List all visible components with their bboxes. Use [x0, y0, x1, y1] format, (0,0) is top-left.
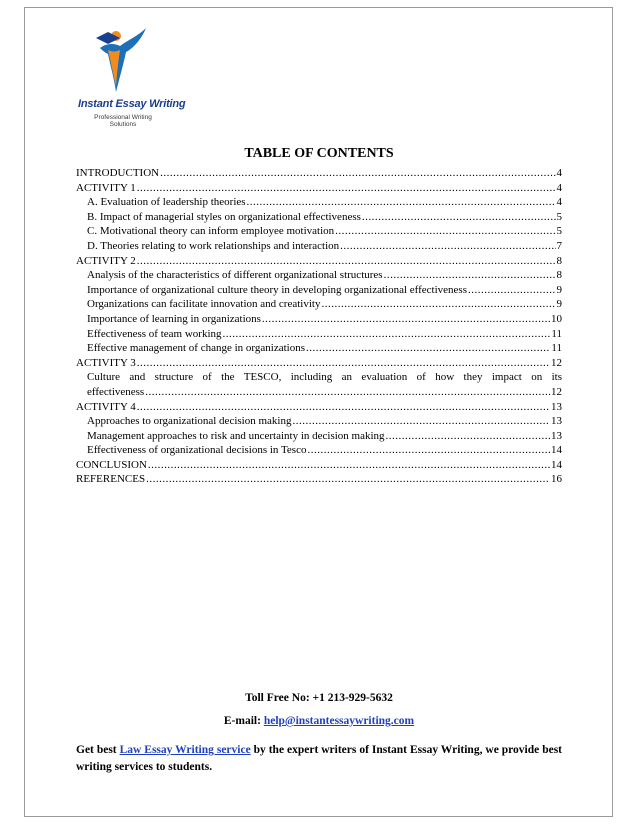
toc-entry-page: 16 [551, 473, 562, 486]
toc-entry-label: Approaches to organizational decision making [87, 415, 292, 428]
toc-entry-page: 14 [551, 458, 562, 471]
toc-leader [137, 400, 550, 415]
promo-text [76, 742, 562, 776]
toc-entry-label: ACTIVITY 3 [76, 356, 136, 369]
toc-entry-page: 8 [556, 254, 562, 267]
table-of-contents [76, 166, 562, 487]
toc-entry-label: Effectiveness of team working [87, 327, 222, 340]
logo-subtitle-line1: Professional Writing [94, 114, 152, 121]
toc-entry-label: INTRODUCTION [76, 167, 160, 179]
toc-entry[interactable] [76, 341, 562, 356]
toc-entry-label-line1: Culture and structure of the TESCO, including an evaluation of how they impact on its [87, 371, 562, 384]
toc-entry-page: 13 [551, 400, 562, 413]
footer-email-line [0, 715, 638, 727]
toc-leader [306, 341, 550, 356]
footer-email-prefix: E-mail: [223, 715, 264, 727]
toc-entry[interactable] [76, 195, 562, 210]
toc-entry[interactable] [76, 297, 562, 312]
toc-leader [146, 472, 550, 487]
toc-leader [468, 283, 556, 298]
toc-entry-page: 5 [556, 210, 562, 223]
toc-entry[interactable] [76, 254, 562, 269]
toc-entry-label: REFERENCES [76, 473, 146, 486]
toc-entry-label: Analysis of the characteristics of different organizational structures [87, 269, 383, 282]
toc-entry[interactable] [76, 327, 562, 342]
toc-entry-label: D. Theories relating to work relationships and interaction [87, 239, 340, 252]
toc-leader [340, 239, 555, 254]
toc-leader [292, 414, 550, 429]
promo-after: by the expert writers of Instant Essay Writing, we provide best writing services to students. [76, 744, 562, 773]
company-logo [78, 22, 186, 132]
toc-leader [384, 268, 556, 283]
logo-figure-icon [94, 22, 150, 98]
logo-title: Instant Essay Writing [78, 98, 186, 110]
toc-entry[interactable] [76, 400, 562, 415]
toc-entry-page: 5 [556, 225, 562, 238]
toc-entry-label: Importance of organizational culture theory in developing organizational effectiveness [87, 283, 467, 296]
toc-entry-page: 9 [556, 283, 562, 296]
toc-leader [148, 458, 550, 473]
logo-subtitle-line2: Solutions [109, 121, 137, 128]
promo-before: Get best [76, 744, 120, 756]
toc-leader [247, 195, 556, 210]
toc-entry-page: 8 [556, 269, 562, 282]
email-link[interactable]: help@instantessaywriting.com [263, 715, 415, 727]
toc-entry-multiline[interactable] [76, 370, 562, 399]
toc-entry-page: 9 [556, 298, 562, 311]
toc-entry-page: 11 [551, 342, 562, 355]
toc-leader [386, 429, 550, 444]
toc-entry-label: Organizations can facilitate innovation and creativity [87, 298, 321, 311]
toc-entry-label: B. Impact of managerial styles on organizational effectiveness [87, 210, 361, 223]
toc-entry[interactable] [76, 414, 562, 429]
toc-title: TABLE OF CONTENTS [244, 146, 394, 161]
toc-leader [321, 297, 555, 312]
toc-entry[interactable] [76, 224, 562, 239]
toc-entry[interactable] [76, 268, 562, 283]
toc-entry-page: 14 [551, 444, 562, 457]
toc-entry[interactable] [76, 283, 562, 298]
toc-entry[interactable] [76, 429, 562, 444]
toc-entry-page: 4 [556, 167, 562, 179]
footer-phone: Toll Free No: +1 213-929-5632 [245, 692, 393, 704]
toc-entry[interactable] [76, 210, 562, 225]
logo-subtitle [88, 114, 158, 128]
toc-leader [137, 181, 556, 196]
toc-entry-continuation [87, 385, 562, 400]
toc-entry[interactable] [76, 166, 562, 181]
toc-entry-page: 10 [551, 312, 562, 325]
toc-entry[interactable] [76, 356, 562, 371]
toc-leader [137, 254, 556, 269]
toc-entry-page: 4 [556, 181, 562, 194]
toc-entry-label: C. Motivational theory can inform employee motivation [87, 225, 335, 238]
toc-entry[interactable] [76, 472, 562, 487]
toc-entry[interactable] [76, 239, 562, 254]
toc-leader [137, 356, 550, 371]
toc-entry-label: Management approaches to risk and uncertainty in decision making [87, 429, 385, 442]
toc-leader [362, 210, 556, 225]
toc-leader [160, 166, 555, 181]
toc-entry-label: ACTIVITY 1 [76, 181, 136, 194]
toc-entry-page: 7 [556, 239, 562, 252]
toc-leader [307, 443, 550, 458]
law-essay-service-link[interactable]: Law Essay Writing service [119, 744, 251, 756]
toc-entry-page: 13 [551, 429, 562, 442]
toc-entry-page: 13 [551, 415, 562, 428]
toc-entry-page: 12 [551, 385, 562, 398]
toc-entry[interactable] [76, 181, 562, 196]
toc-entry[interactable] [76, 458, 562, 473]
toc-entry-label: A. Evaluation of leadership theories [87, 196, 246, 209]
toc-leader [262, 312, 550, 327]
toc-entry-page: 4 [556, 196, 562, 209]
toc-entry-label: Effectiveness of organizational decisions in Tesco [87, 444, 307, 457]
toc-leader [223, 327, 551, 342]
toc-entry-page: 12 [551, 356, 562, 369]
toc-entry[interactable] [76, 312, 562, 327]
toc-entry-label: ACTIVITY 2 [76, 254, 136, 267]
toc-entry-label: Effective management of change in organizations [87, 342, 305, 355]
toc-leader [145, 385, 550, 400]
toc-leader [335, 224, 555, 239]
toc-entry-label: Importance of learning in organizations [87, 312, 261, 325]
toc-entry-page: 11 [551, 327, 562, 340]
toc-entry[interactable] [76, 443, 562, 458]
toc-entry-label-line2: effectiveness [87, 385, 145, 398]
toc-entry-label: CONCLUSION [76, 458, 147, 471]
toc-entry-label: ACTIVITY 4 [76, 400, 136, 413]
